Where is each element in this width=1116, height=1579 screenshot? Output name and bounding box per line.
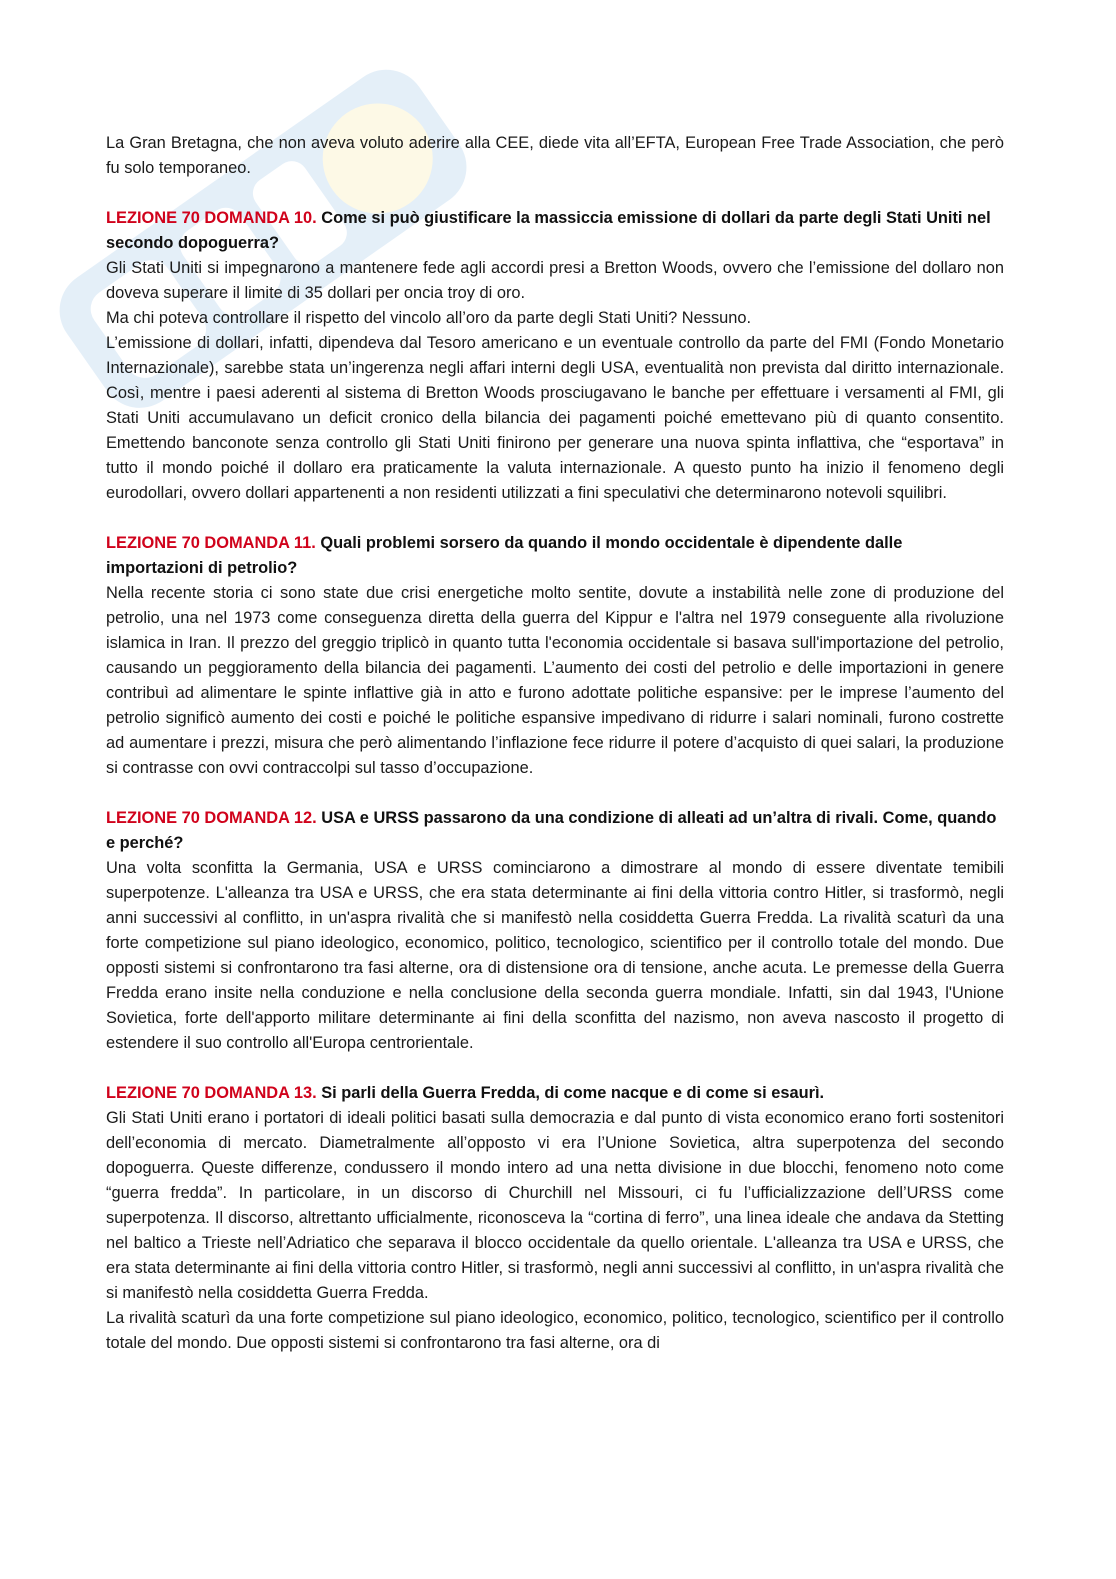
question-section-12 <box>106 806 1004 1056</box>
question-heading <box>106 531 1004 581</box>
question-section-10 <box>106 206 1004 506</box>
answer-paragraph: Nella recente storia ci sono state due crisi energetiche molto sentite, dovute a instabilità nelle zone di produzione del petrolio, una nel 1973 come conseguenza diretta della guerra del Kippur e l'altra nel 1979 conseguente alla rivoluzione islamica in Iran. Il prezzo del greggio triplicò in quanto tutta l'economia occidentale si basava sull'importazione del petrolio, causando un peggioramento della bilancia dei pagamenti. L’aumento dei costi del petrolio e delle importazioni in genere contribuì ad alimentare le spinte inflattive già in atto e furono adottate politiche espansive: per le imprese l’aumento del petrolio significò aumento dei costi e poiché le politiche espansive impedivano di ridurre i salari nominali, furono costrette ad aumentare i prezzi, misura che però alimentando l’inflazione fece ridurre il potere d’acquisto di quei salari, la produzione si contrasse con ovvi contraccolpi sul tasso d’occupazione. <box>106 584 1004 777</box>
intro-paragraph: La Gran Bretagna, che non aveva voluto aderire alla CEE, diede vita all’EFTA, European Free Trade Association, che però fu solo temporaneo. <box>106 134 1004 177</box>
question-heading <box>106 806 1004 856</box>
question-heading <box>106 1081 1004 1106</box>
question-section-11 <box>106 531 1004 781</box>
question-text: Quali problemi sorsero da quando il mondo occidentale è dipendente dalle importazioni di petrolio? <box>106 534 903 577</box>
answer-paragraph: Gli Stati Uniti si impegnarono a mantenere fede agli accordi presi a Bretton Woods, ovvero che l’emissione del dollaro non doveva superare il limite di 35 dollari per oncia troy di oro. <box>106 259 1004 302</box>
question-id: LEZIONE 70 DOMANDA 13. <box>106 1084 317 1102</box>
answer-paragraph: Ma chi poteva controllare il rispetto del vincolo all’oro da parte degli Stati Uniti? Nessuno. <box>106 309 752 327</box>
question-section-13 <box>106 1081 1004 1356</box>
answer-paragraph: L’emissione di dollari, infatti, dipendeva dal Tesoro americano e un eventuale controllo da parte del FMI (Fondo Monetario Internazionale), sarebbe stata un’ingerenza negli affari interni degli USA, eventualità non prevista dal diritto internazionale. Così, mentre i paesi aderenti al sistema di Bretton Woods prosciugavano le banche per effettuare i versamenti al FMI, gli Stati Uniti accumulavano un deficit cronico della bilancia dei pagamenti poiché emettevano più di quanto consentito. Emettendo banconote senza controllo gli Stati Uniti finirono per generare una nuova spinta inflattiva, che “esportava” in tutto il mondo poiché il dollaro era praticamente la valuta internazionale. A questo punto ha inizio il fenomeno degli eurodollari, ovvero dollari appartenenti a non residenti utilizzati a fini speculativi che determinarono notevoli squilibri. <box>106 334 1004 502</box>
document-page <box>106 131 1004 1356</box>
question-heading <box>106 206 1004 256</box>
question-text: USA e URSS passarono da una condizione di alleati ad un’altra di rivali. Come, quando e perché? <box>106 809 997 852</box>
question-id: LEZIONE 70 DOMANDA 12. <box>106 809 317 827</box>
question-text: Come si può giustificare la massiccia emissione di dollari da parte degli Stati Uniti nel secondo dopoguerra? <box>106 209 991 252</box>
question-text: Si parli della Guerra Fredda, di come nacque e di come si esaurì. <box>321 1084 825 1102</box>
answer-paragraph: La rivalità scaturì da una forte competizione sul piano ideologico, economico, politico, tecnologico, scientifico per il controllo totale del mondo. Due opposti sistemi si confrontarono tra fasi alterne, ora di <box>106 1309 1004 1352</box>
answer-paragraph: Gli Stati Uniti erano i portatori di ideali politici basati sulla democrazia e dal punto di vista economico erano forti sostenitori dell’economia di mercato. Diametralmente all’opposto vi era l’Unione Sovietica, altra superpotenza del secondo dopoguerra. Queste differenze, condussero il mondo intero ad una netta divisione in due blocchi, fenomeno noto come “guerra fredda”. In particolare, in un discorso di Churchill nel Missouri, ci fu l’ufficializzazione dell’URSS come superpotenza. Il discorso, altrettanto ufficialmente, riconosceva la “cortina di ferro”, una linea ideale che andava da Stetting nel baltico a Trieste nell’Adriatico che separava il blocco occidentale da quello orientale. L'alleanza tra USA e URSS, che era stata determinante ai fini della vittoria contro Hitler, si trasformò, negli anni successivi al conflitto, in un'aspra rivalità che si manifestò nella cosiddetta Guerra Fredda. <box>106 1109 1004 1302</box>
question-id: LEZIONE 70 DOMANDA 10. <box>106 209 317 227</box>
question-id: LEZIONE 70 DOMANDA 11. <box>106 534 316 552</box>
answer-paragraph: Una volta sconfitta la Germania, USA e URSS cominciarono a dimostrare al mondo di essere diventate temibili superpotenze. L'alleanza tra USA e URSS, che era stata determinante ai fini della vittoria contro Hitler, si trasformò, negli anni successivi al conflitto, in un'aspra rivalità che si manifestò nella cosiddetta Guerra Fredda. La rivalità scaturì da una forte competizione sul piano ideologico, economico, politico, tecnologico, scientifico per il controllo totale del mondo. Due opposti sistemi si confrontarono tra fasi alterne, ora di distensione ora di tensione, anche acuta. Le premesse della Guerra Fredda erano insite nella conduzione e nella conclusione della seconda guerra mondiale. Infatti, sin dal 1943, l'Unione Sovietica, forte dell'apporto militare determinante ai fini della sconfitta del nazismo, non aveva nascosto il progetto di estendere il suo controllo all'Europa centrorientale. <box>106 859 1004 1052</box>
